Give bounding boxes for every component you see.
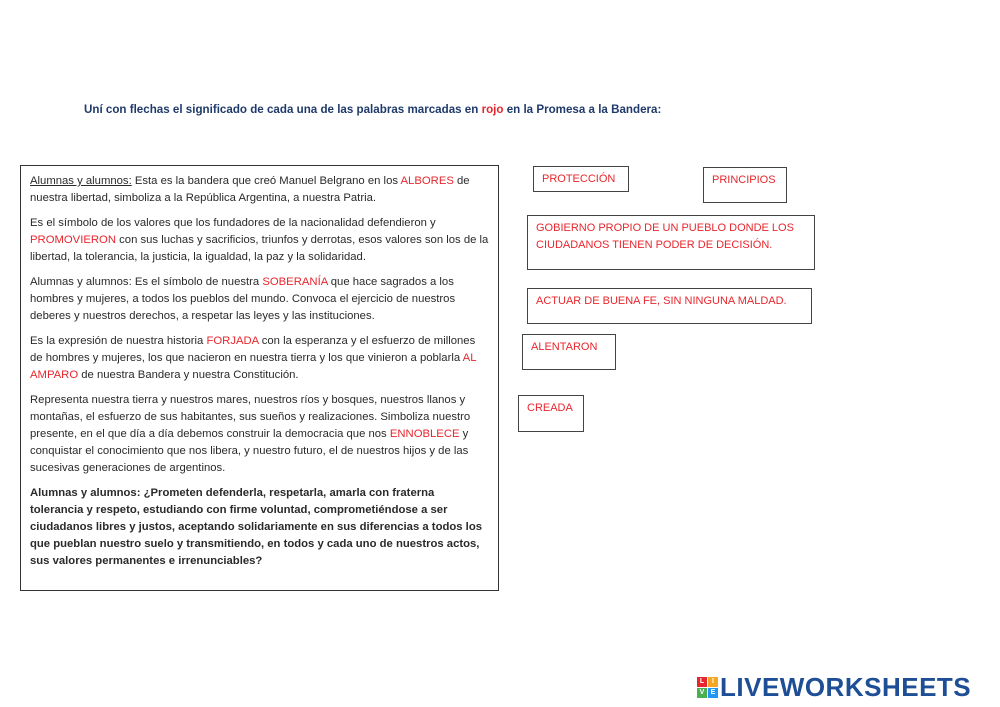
paragraph-5	[30, 392, 490, 477]
answer-box-proteccion[interactable]: PROTECCIÓN	[533, 166, 629, 192]
paragraph-text: Es el símbolo de los valores que los fundadores de la nacionalidad defendieron y	[30, 217, 436, 229]
answer-box-creada[interactable]: CREADA	[518, 395, 584, 432]
marked-word-al-amparo: AL AMPARO	[30, 352, 477, 381]
pledge-text-box	[20, 165, 499, 591]
answer-box-alentaron[interactable]: ALENTARON	[522, 334, 616, 370]
logo-icon-tile: E	[708, 688, 718, 698]
paragraph-label: Alumnas y alumnos:	[30, 175, 132, 187]
marked-word-promovieron: PROMOVIERON	[30, 234, 116, 246]
logo-text: LIVEWORKSHEETS	[720, 671, 972, 702]
paragraph-3	[30, 274, 490, 325]
logo-icon-tile: V	[697, 688, 707, 698]
liveworksheets-logo	[697, 672, 971, 702]
paragraph-text: con sus luchas y sacrificios, triunfos y derrotas, esos valores son los de la libertad, la tolerancia, la justicia, la igualdad, la paz y la solidaridad.	[30, 234, 489, 263]
logo-icon-tile: I	[708, 677, 718, 687]
paragraph-2	[30, 215, 490, 266]
paragraph-text: que hace sagrados a los hombres y mujeres, a todos los pueblos del mundo. Convoca el ejercicio de nuestros deberes y nuestros derechos, a respetar las leyes y las instituciones.	[30, 276, 456, 322]
marked-word-ennoblece: ENNOBLECE	[389, 428, 460, 440]
answer-box-actuar[interactable]: ACTUAR DE BUENA FE, SIN NINGUNA MALDAD.	[527, 288, 812, 324]
paragraph-6: Alumnas y alumnos: ¿Prometen defenderla, respetarla, amarla con fraterna tolerancia y respeto, estudiando con firme voluntad, comprometiéndose a ser ciudadanos libres y justos, aceptando solidariamente en sus diferencias a todos los que pueblan nuestro suelo y transmitiendo, en todos y cada uno de nuestros actos, sus valores permanentes e irrenunciables?	[30, 487, 483, 567]
paragraph-text: Es la expresión de nuestra historia	[30, 335, 207, 347]
answer-box-gobierno[interactable]: GOBIERNO PROPIO DE UN PUEBLO DONDE LOS CIUDADANOS TIENEN PODER DE DECISIÓN.	[527, 215, 815, 270]
marked-word-albores: ALBORES	[400, 175, 454, 187]
paragraph-text: de nuestra libertad, simboliza a la República Argentina, a nuestra Patria.	[30, 175, 470, 204]
instruction-part1: Uní con flechas el significado de cada una de las palabras marcadas en	[84, 103, 482, 116]
paragraph-text: Esta es la bandera que creó Manuel Belgrano en los	[131, 175, 401, 187]
instruction-text	[84, 103, 661, 116]
liveworksheets-icon	[697, 677, 718, 698]
answer-box-principios[interactable]: PRINCIPIOS	[703, 167, 787, 203]
paragraph-text: y conquistar el conocimiento que nos libera, y nuestro futuro, el de nuestros hijos y de las sucesivas generaciones de argentinos.	[30, 428, 469, 474]
paragraph-4	[30, 333, 490, 384]
marked-word-soberania: SOBERANÍA	[262, 276, 328, 288]
paragraph-text: Representa nuestra tierra y nuestros mares, nuestros ríos y bosques, nuestros llanos y montañas, el esfuerzo de sus habitantes, sus sueños y realizaciones. Simboliza nuestro presente, en el que día a día debemos construir la democracia que nos	[30, 394, 471, 440]
paragraph-text: Alumnas y alumnos: Es el símbolo de nuestra	[30, 276, 263, 288]
paragraph-1	[30, 173, 490, 207]
paragraph-text: con la esperanza y el esfuerzo de millones de hombres y mujeres, los que nacieron en nuestra tierra y los que vinieron a poblarla	[30, 335, 476, 364]
marked-word-forjada: FORJADA	[206, 335, 259, 347]
paragraph-text: de nuestra Bandera y nuestra Constitución.	[78, 369, 299, 381]
logo-icon-tile: L	[697, 677, 707, 687]
instruction-highlight: rojo	[481, 103, 504, 116]
instruction-part2: en la Promesa a la Bandera:	[503, 103, 662, 116]
